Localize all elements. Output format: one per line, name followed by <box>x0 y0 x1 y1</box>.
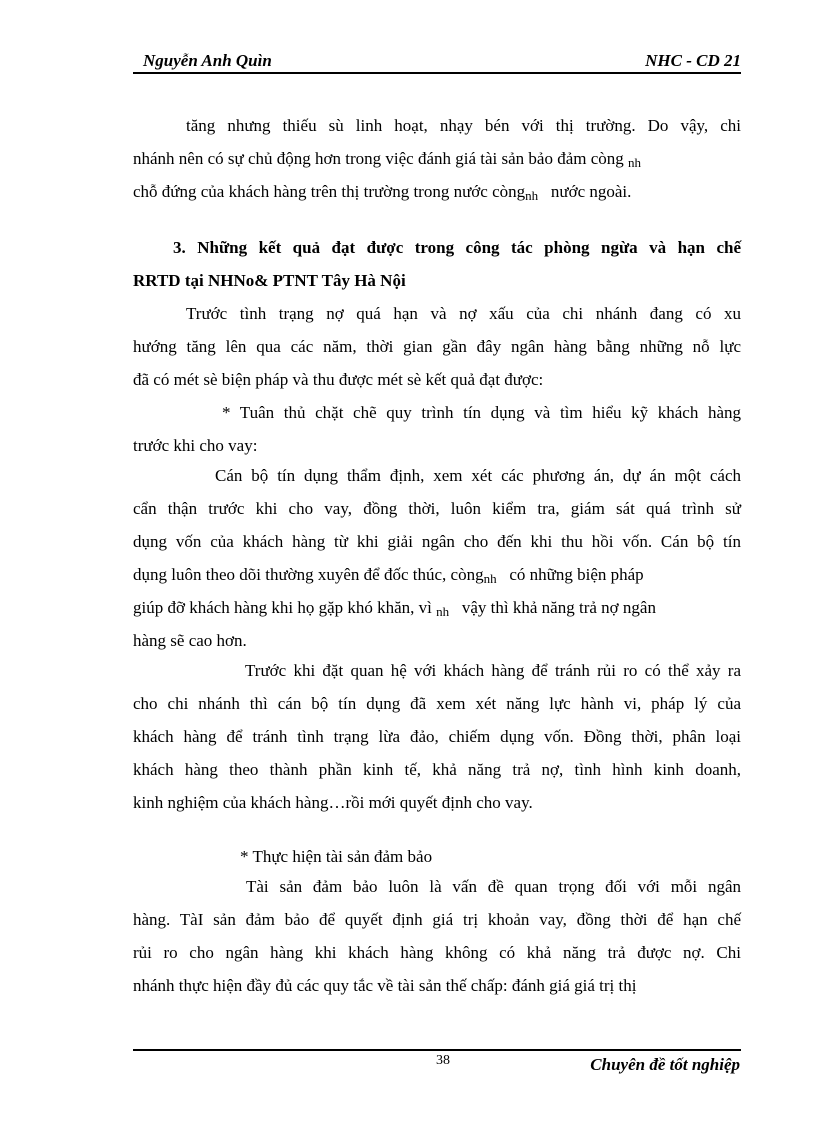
text-line: kinh nghiệm của khách hàng…rồi mới quyết định cho vay. <box>133 793 533 812</box>
text-line: hướng tăng lên qua các năm, thời gian gần đây ngân hàng bằng những nỗ lực <box>133 337 741 356</box>
text-line: Trước khi đặt quan hệ với khách hàng để tránh rủi ro có thể xảy ra <box>245 661 741 680</box>
text-line: rủi ro cho ngân hàng khi khách hàng không có khả năng trả được nợ. Chi <box>133 943 741 962</box>
text-line: dụng vốn của khách hàng từ khi giải ngân cho đến khi thu hồi vốn. Cán bộ tín <box>133 532 741 551</box>
text-line: * Thực hiện tài sản đảm bảo <box>240 847 433 866</box>
text-line: * Tuân thủ chặt chẽ quy trình tín dụng và tìm hiểu kỹ khách hàng <box>222 403 741 422</box>
section-heading: 3. Những kết quả đạt được trong công tác phòng ngừa và hạn chế <box>173 238 741 257</box>
footer-label: Chuyên đề tốt nghiệp <box>590 1055 740 1074</box>
text-line: Tài sản đảm bảo luôn là vấn đề quan trọng đối với mỗi ngân <box>246 877 741 896</box>
text-line: cho chi nhánh thì cán bộ tín dụng đã xem xét năng lực hành vi, pháp lý của <box>133 694 741 713</box>
text-line: hàng sẽ cao hơn. <box>133 631 247 650</box>
header-class: NHC - CD 21 <box>645 51 741 70</box>
text-line: nhánh nên có sự chủ động hơn trong việc đánh giá tài sản bảo đảm còng nh <box>133 149 642 170</box>
text-line: trước khi cho vay: <box>133 436 258 455</box>
text-line: tăng nhưng thiếu sù linh hoạt, nhạy bén với thị trường. Do vậy, chi <box>186 116 741 135</box>
text-line: đã có mét sè biện pháp và thu được mét sè kết quả đạt được: <box>133 370 544 389</box>
text-line: Cán bộ tín dụng thẩm định, xem xét các phương án, dự án một cách <box>215 466 741 485</box>
text-line: hàng. TàI sản đảm bảo để quyết định giá trị khoản vay, đồng thời để hạn chế <box>133 910 741 929</box>
header-rule <box>133 72 741 74</box>
page-header <box>133 50 741 72</box>
text-line: dụng luôn theo dõi thường xuyên để đốc thúc, còngnh có những biện pháp <box>133 565 644 586</box>
text-line: khách hàng để tránh tình trạng lừa đảo, chiếm dụng vốn. Đồng thời, phân loại <box>133 727 741 746</box>
page-number: 38 <box>436 1053 450 1068</box>
text-line: cẩn thận trước khi cho vay, đồng thời, luôn kiểm tra, giám sát quá trình sử <box>133 499 741 518</box>
text-line: khách hàng theo thành phần kinh tế, khả năng trả nợ, tình hình kinh doanh, <box>133 760 741 779</box>
text-line: giúp đỡ khách hàng khi họ gặp khó khăn, vì nh vậy thì khả năng trả nợ ngân <box>133 598 656 619</box>
text-line: nhánh thực hiện đầy đủ các quy tắc về tài sản thế chấp: đánh giá giá trị thị <box>133 976 637 995</box>
text-line: chỗ đứng của khách hàng trên thị trường trong nước còngnh nước ngoài. <box>133 182 632 203</box>
header-author: Nguyễn Anh Quìn <box>143 51 272 70</box>
footer-rule <box>133 1049 741 1051</box>
section-heading: RRTD tại NHNo& PTNT Tây Hà Nội <box>133 271 406 290</box>
text-line: Trước tình trạng nợ quá hạn và nợ xấu của chi nhánh đang có xu <box>186 304 741 323</box>
